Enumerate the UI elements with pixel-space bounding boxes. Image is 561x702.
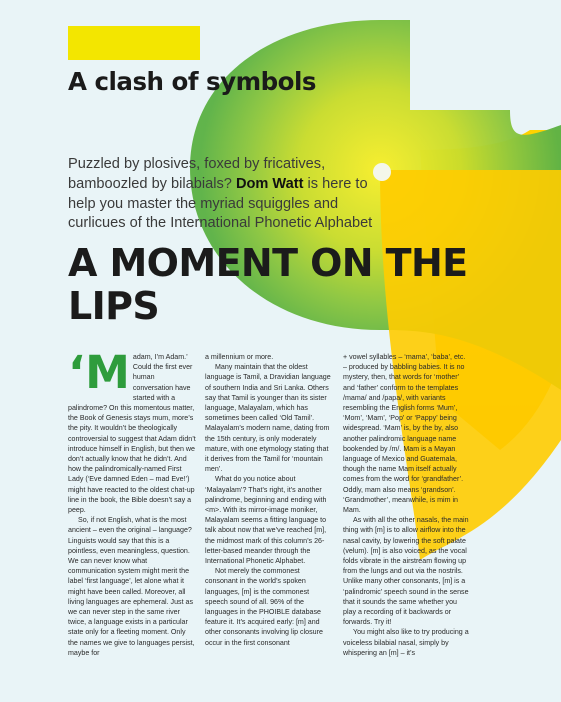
paragraph: a millennium or more. bbox=[205, 353, 274, 361]
standfirst-tail: is here to help you master the myriad squiggles and curlicues of the International Phonetic Alphabet bbox=[68, 175, 373, 232]
paragraph: + vowel syllables – ‘mama’, ‘baba’, etc. – produced by babbling babies. It is no mystery, then, that words for ‘mother’ and ‘father’ conform to the templates /mama/ and /papa/, with variants resembling the English forms ‘Mum’, ‘Mom’, ‘Mam’, ‘Pop’ or ‘Pappy’ being widespread. ‘Mam’ is, by the by, also another palindromic language name bookended by /m/. Mam is a Mayan language of Mexico and Guatemala, though the name Mam itself actually comes from the word for ‘grandfather’. Oddly, mam also means ‘grandson’. ‘Grandmother’, meanwhile, is mim in Mam. bbox=[343, 353, 466, 515]
paragraph: Many maintain that the oldest language is Tamil, a Dravidian language of southern India and Sri Lanka. Others say that Tamil is younger than its sister language, Malayalam, which has sometimes been called ‘Old Tamil’. Malayalam’s modern name, dating from the 15th century, is only moderately mature, with one etymology stating that it derives from the Tamil for ‘mountain men’. bbox=[205, 363, 331, 474]
section-marker-bar bbox=[68, 26, 200, 60]
paragraph: So, if not English, what is the most ancient – even the original – language? Linguists would say that this is a pointless, even meaningless, question. We can never know what communication system might merit the label ‘first language’, let alone what it might have been called. Moreover, all living languages are ephemeral. Just as we can never step in the same river twice, a language exists in a particular state only for a fleeting moment. Only the names we give to languages persist, maybe for bbox=[68, 516, 195, 657]
paragraph: You might also like to try producing a voiceless bilabial nasal, simply by whispering an [m] – it’s bbox=[343, 628, 469, 657]
drop-cap: ‘M bbox=[68, 346, 130, 399]
article-column-1 bbox=[68, 346, 196, 658]
paragraph bbox=[68, 346, 196, 515]
paragraph: Not merely the commonest consonant in the world’s spoken languages, [m] is the commonest speech sound of all. 96% of the languages in the PHOIBLE database feature it. It’s acquired early: [m] and other consonants involving lip closure occur in the first consonant bbox=[205, 567, 323, 647]
paragraph: What do you notice about ‘Malayalam’? That’s right, it’s another palindrome, beginning and ending with <m>. With its mirror-image moniker, Malayalam seems a fitting language to talk about now that we’ve reached [m], the midmost mark of this column’s 26-letter-based meander through the International Phonetic Alphabet. bbox=[205, 475, 327, 566]
author-name: Dom Watt bbox=[235, 175, 304, 192]
standfirst bbox=[68, 155, 378, 234]
section-title: A clash of symbols bbox=[68, 67, 316, 96]
headline-text: A MOMENT ON THE LIPS bbox=[68, 241, 468, 328]
paragraph-text: adam, I’m Adam.’ Could the first ever human conversation have started with a palindrome? On this momentous matter, the Book of Genesis stays mum, more’s the pity. It wouldn’t be theologically controversial to suggest that Adam didn’t introduce himself in English, but then we don’t actually know that he didn’t. And how the palindromically-named First Lady (‘Eve damned Eden – mad Eve!’) might have reacted to the oldest chat-up line in the book, the Bible doesn’t say a peep. bbox=[68, 353, 196, 515]
standfirst-lead: Puzzled by plosives, foxed by fricatives, bamboozled by bilabials? bbox=[68, 156, 326, 192]
article-column-3 bbox=[343, 352, 471, 658]
headline bbox=[68, 242, 561, 328]
paragraph: As with all the other nasals, the main thing with [m] is to allow airflow into the nasal cavity, by lowering the soft palate (velum). [m] is also voiced, as the vocal folds vibrate in the airstream flowing up from the lungs and out via the nostrils. Unlike many other consonants, [m] is a ‘palindromic’ speech sound in the sense that it sounds the same whether you play a recording of it backwards or forwards. Try it! bbox=[343, 516, 469, 627]
article-column-2 bbox=[205, 352, 333, 648]
